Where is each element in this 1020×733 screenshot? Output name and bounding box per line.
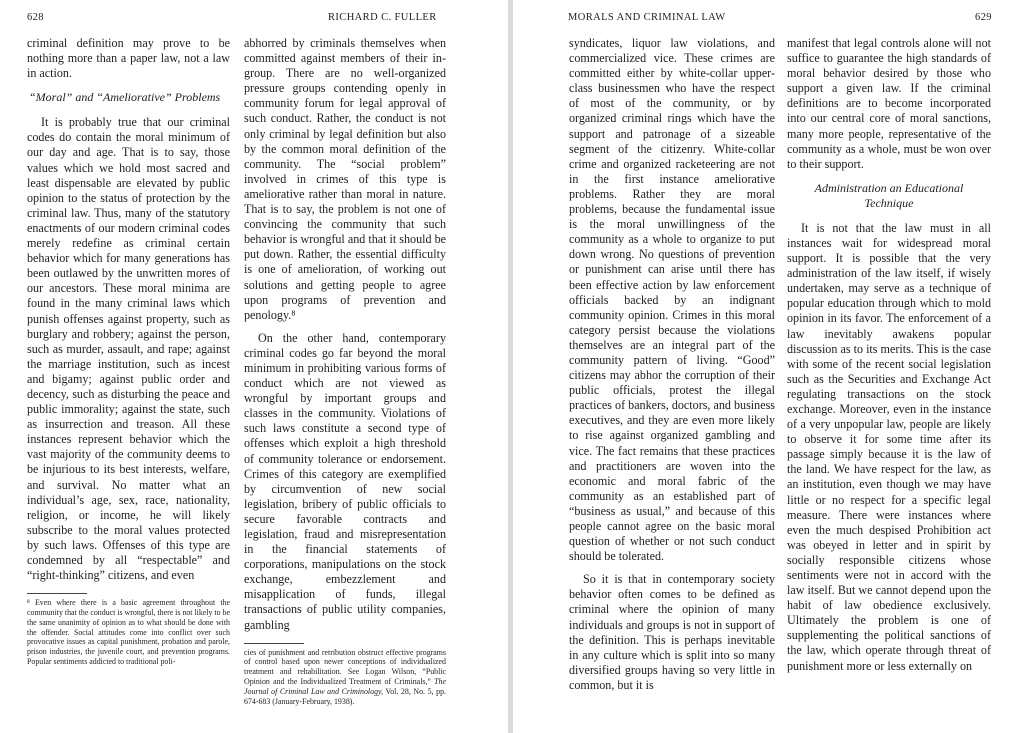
heading-line-2: Technique xyxy=(864,195,914,210)
running-head-left: RICHARD C. FULLER xyxy=(328,12,437,23)
footnote-text: cies of punishment and retribution obstruct effective programs of control based upon newer conceptions of individualized treatment and rehabilitation. See Logan Wilson, “Public Opinion and the Individualized Treatment of Criminals,” xyxy=(244,647,446,687)
left-page xyxy=(0,0,508,733)
section-heading: “Moral” and “Ameliorative” Problems xyxy=(29,90,221,105)
section-heading xyxy=(787,181,991,211)
page-number-left: 628 xyxy=(27,12,44,23)
paragraph: abhorred by criminals themselves when committed against members of their in-group. There are no well-organized pressure groups contending openly in community forum for legal approval of such conduct. Rather, the conduct is not only criminal by legal definition but also by the common moral definition of the community. The “social problem” involved in crimes of this type is ameliorative rather than moral in nature. That is to say, the problem is not one of convincing the community that such behavior is wrongful and that it should be put down. Rather, the essential difficulty is one of amelioration, of working out solutions and getting people to agree upon programs of prevention and penology.⁸ xyxy=(244,36,446,322)
footnote-rule xyxy=(27,593,87,594)
paragraph: It is not that the law must in all instances wait for widespread moral support. It is possible that the very administration of the law itself, if wisely undertaken, may serve as a technique of popular education through which to mold opinion in its favor. The enforcement of a law inevitably awakens popular discussion as to its merits. This is the case with some of the recent social legislation such as the Securities and Exchange Act regulating transactions on the stock exchange. Moreover, even in the instance of a very unpopular law, people are likely to observe it for some time after its passage simply because it is the law of the land. We have respect for the law, as an institution, even though we may have little or no respect for a specific legal measure. There were instances where even the much despised Prohibition act was obeyed in letter and in spirit by socially responsible citizens whose sentiments were not in accord with the law itself. But we cannot depend upon the habit of law obedience exclusively. Ultimately the problem is one of supplementing the political sanctions of the law, which operate through threat of punishment more or less externally on xyxy=(787,220,991,673)
paragraph: criminal definition may prove to be nothing more than a paper law, not a law in action. xyxy=(27,36,230,81)
paragraph: manifest that legal controls alone will not suffice to guarantee the high standards of moral behavior desired by those who support a given law. If the criminal definitions are to become incorporated into our central core of moral sanctions, many more people, representative of the community as a whole, must be won over to their support. xyxy=(787,36,991,171)
footnote-citation: Vol. 28, No. 5, pp. 674-683 (January-February, 1938). xyxy=(244,686,446,706)
footnote-continued xyxy=(244,648,446,707)
right-page xyxy=(513,0,1020,733)
heading-line-1: Administration an Educational xyxy=(814,180,964,195)
right-column-1 xyxy=(569,36,775,693)
paragraph: On the other hand, contemporary criminal codes go far beyond the moral minimum in prohibiting various forms of conduct which are not viewed as wrongful by important groups and classes in the community. Violations of such laws constitute a second type of offenses which exploit a high threshold of community tolerance or endorsement. Crimes of this category are exemplified by circumvention of new social legislation, bribery of public officials to secure favorable contracts and legislation, fraud and misrepresentation in the financial statements of corporations, manipulations on the stock exchange, embezzlement and misapplication of funds, illegal transactions of public utility companies, gambling xyxy=(244,330,446,632)
footnote: ⁸ Even where there is a basic agreement throughout the community that the conduct is wrongful, there is not likely to be the same unanimity of opinion as to what should be done with the offender. Social attitudes come into conflict over such provocative issues as capital punishment, probation and parole, prison industries, the juvenile court, and prevention programs. Popular sentiments addicted to traditional poli- xyxy=(27,598,230,666)
paragraph: So it is that in contemporary society behavior often comes to be defined as criminal where the opinion of many individuals and groups is not in support of the definition. This is perhaps inevitable in any culture which is split into so many diversified groups having so very little in common, but it is xyxy=(569,572,775,692)
paragraph: syndicates, liquor law violations, and commercialized vice. These crimes are committed either by white-collar upper-class businessmen who have the respect of most of the community, or by organized criminal rings which have the support and patronage of a sizeable segment of the citizenry. White-collar crime and organized racketeering are not in the first instance ameliorative problems. Rather they are moral problems, because the fundamental issue is the moral unwillingness of the community as a whole to organize to put down wrong. No questions of prevention or punishment can arise until there has been effective action by law enforcement officials backed by an indignant community opinion. Crimes in this moral category persist because the violations themselves are an integral part of the community pattern of living. “Good” citizens may abhor the corruption of their public officials, protest the illegal practices of bankers, doctors, and business executives, and they are even more likely to rise against organized gambling and vice. The fact remains that these practices and practitioners are woven into the economic and moral fabric of the community as an established part of “business as usual,” and because of this people cannot agree on the basic moral question of whether or not such conduct should be tolerated. xyxy=(569,36,775,564)
running-head-right: MORALS AND CRIMINAL LAW xyxy=(568,12,726,23)
left-column-1 xyxy=(27,36,230,667)
left-column-2 xyxy=(244,36,446,706)
page-number-right: 629 xyxy=(975,12,992,23)
footnote-rule xyxy=(244,643,304,644)
journal-title: The Journal of Criminal Law and Criminology, xyxy=(244,677,446,696)
right-column-2 xyxy=(787,36,991,674)
paragraph: It is probably true that our criminal codes do contain the moral minimum of our day and age. That is to say, those values which we hold most sacred and least dispensable are elevated by public opinion to the status of protection by the criminal law. Thus, many of the statutory enactments of our modern criminal codes merely redefine as criminal certain behavior which for many generations has been outlawed by the unwritten mores of our ancestors. These moral minima are found in the many criminal laws which punish offenses against property, such as burglary and robbery; against the person, such as murder, assault, and rape; against the marriage institution, such as incest and bigamy; against public order and decency, such as disturbing the peace and public immorality; against the state, such as insurrection and treason. All these instances represent behavior which the vast majority of the community deems to be injurious to its best interests, welfare, and survival. No matter what an individual’s age, sex, race, nationality, religion, or income, he will likely subscribe to the moral values protected by such laws. Offenses of this type are condemned by all “respectable” and “right-thinking” citizens, and even xyxy=(27,115,230,583)
